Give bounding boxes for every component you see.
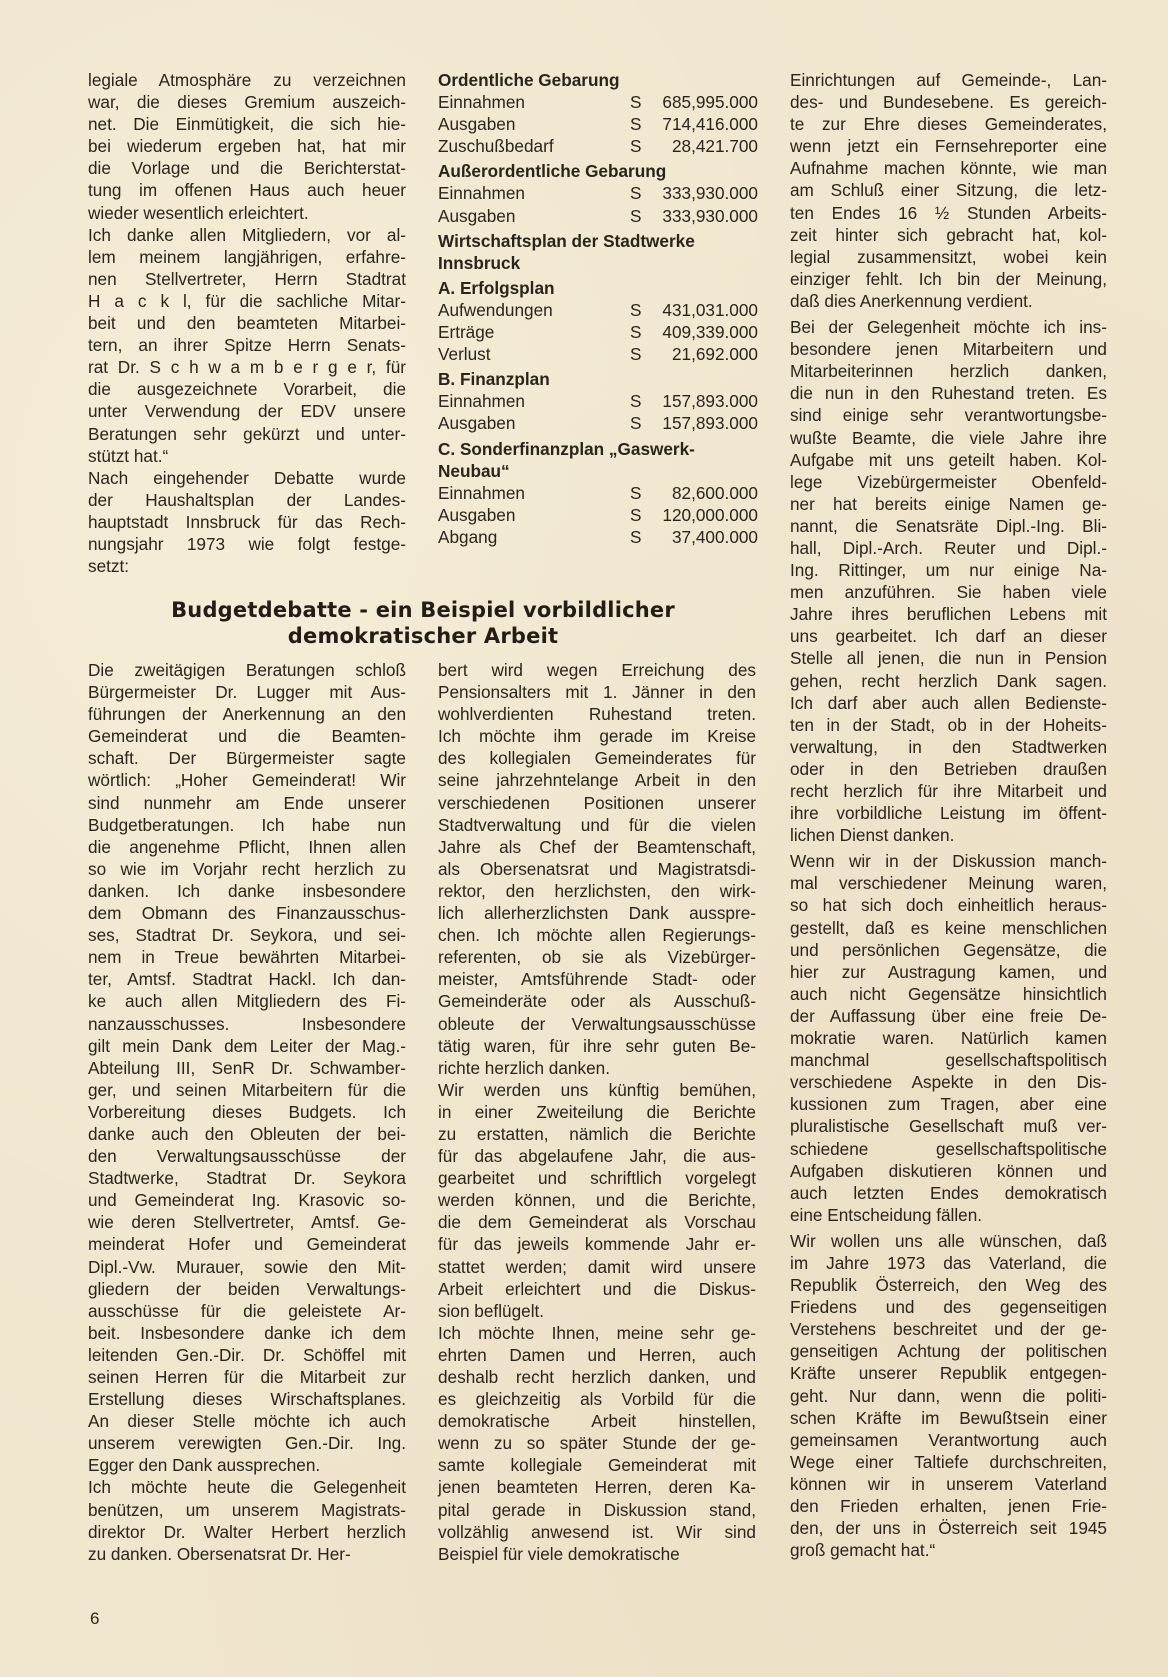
currency-symbol: S — [630, 322, 642, 343]
text-line: Egger den Dank aussprechen. — [88, 1455, 321, 1476]
budget-row — [438, 482, 758, 504]
text-line: Beispiel für viele demokratische — [438, 1543, 680, 1564]
text-line: kussionen zum Tragen, aber eine — [790, 1094, 1107, 1115]
text-line: lich allerherzlichsten Dank ausspre- — [438, 903, 756, 924]
text-line: Budgetberatungen. Ich habe nun — [88, 814, 406, 835]
section-heading-ausserordentliche: Außerordentliche Gebarung — [438, 161, 667, 182]
budget-amount — [630, 135, 758, 157]
text-line: Ing. Rittinger, um nur einige Na- — [790, 560, 1107, 581]
budget-row — [438, 412, 758, 434]
text-line: und Gemeinderat Ing. Krasovic so- — [88, 1190, 406, 1211]
text-line: rektor, den herzlichsten, den wirk- — [438, 880, 756, 901]
amount-value: 714,416.000 — [662, 114, 758, 135]
budget-amount — [630, 412, 758, 434]
text-line: Stelle all jenen, die nun in Pension — [790, 648, 1107, 669]
paragraph — [438, 659, 756, 1079]
budget-label: Abgang — [438, 526, 498, 547]
budget-label: Ausgaben — [438, 114, 516, 135]
text-line: für das abgelaufene Jahr, die aus- — [438, 1146, 756, 1167]
budget-table — [438, 69, 758, 548]
amount-value: 157,893.000 — [662, 413, 758, 434]
text-line: Vorbereitung dieses Budgets. Ich — [88, 1101, 406, 1122]
text-line: seinen Herren für die Mitarbeit zur — [88, 1367, 406, 1387]
currency-symbol: S — [630, 205, 642, 226]
text-line: Gemeinderat und die Beamten- — [88, 726, 406, 747]
text-line: gehen, recht herzlich Dank sagen. — [790, 670, 1107, 691]
budget-amount — [630, 299, 758, 321]
text-line: Ich möchte ihm gerade im Kreise — [438, 726, 756, 747]
text-line: Dipl.-Vw. Murauer, sowie den Mit- — [88, 1256, 406, 1277]
paragraph — [790, 1230, 1107, 1561]
budget-amount — [630, 504, 758, 526]
text-line: war, die dieses Gremium auszeich- — [88, 92, 406, 113]
rows-finanzplan — [438, 390, 758, 434]
budget-label: Ausgaben — [438, 413, 516, 434]
text-line: daß dies Anerkennung verdient. — [790, 290, 1033, 311]
text-line: rat Dr. S c h w a m b e r g e r, für — [88, 357, 406, 378]
text-line: Mitarbeiterinnen herzlich danken, — [790, 361, 1107, 382]
text-line: unserem verewigten Gen.-Dir. Ing. — [88, 1433, 406, 1454]
text-line: Stadtverwaltung und für die vielen — [438, 814, 756, 835]
budget-row — [438, 182, 758, 204]
text-line: Bürgermeister Dr. Lugger mit Aus- — [88, 682, 406, 703]
text-line: beit und den beamteten Mitarbei- — [88, 313, 406, 334]
text-line: meinderat Hofer und Gemeinderat — [88, 1234, 406, 1255]
text-line: nungsjahr 1973 wie folgt festge- — [88, 533, 406, 554]
amount-value: 685,995.000 — [662, 92, 758, 113]
text-line: gestellt, daß es keine menschlichen — [790, 917, 1107, 938]
text-line: deshalb recht herzlich danken, und — [438, 1367, 756, 1387]
text-line: wohlverdienten Ruhestand treten. — [438, 704, 756, 725]
budget-label: Verlust — [438, 344, 491, 365]
text-line: auch nicht Gegensätze hinsichtlich — [790, 983, 1107, 1004]
text-line: Kräfte unserer Republik entgegen- — [790, 1363, 1107, 1384]
text-line: Arbeit erleichtert und die Diskus- — [438, 1278, 756, 1299]
text-line: benützen, um unserem Magistrats- — [88, 1499, 406, 1520]
rows-erfolgsplan — [438, 299, 758, 365]
text-line: richte herzlich danken. — [438, 1057, 610, 1078]
text-line: stützt hat.“ — [88, 445, 169, 466]
budget-amount — [630, 390, 758, 412]
text-line: Nach eingehender Debatte wurde — [88, 467, 406, 488]
text-line: mokratie waren. Natürlich kamen — [790, 1028, 1107, 1049]
text-line: groß gemacht hat.“ — [790, 1540, 936, 1561]
text-line: demokratische Arbeit hinstellen, — [438, 1411, 756, 1432]
budget-label: Erträge — [438, 322, 495, 343]
text-line: chen. Ich möchte allen Regierungs- — [438, 925, 756, 946]
text-line: tung im offenen Haus auch heuer — [88, 180, 406, 201]
budget-label: Ausgaben — [438, 205, 516, 226]
text-line: tätig waren, für ihre sehr guten Be- — [438, 1035, 756, 1056]
text-line: können wir in unserem Vaterland — [790, 1473, 1107, 1494]
budget-row — [438, 135, 758, 157]
text-line: Friedens und des gegenseitigen — [790, 1297, 1107, 1318]
text-line: Aufgaben diskutieren können und — [790, 1160, 1107, 1181]
budget-amount — [630, 91, 758, 113]
text-line: Abteilung III, SenR Dr. Schwamber- — [88, 1057, 406, 1078]
budget-label: Einnahmen — [438, 92, 525, 113]
paragraph — [790, 850, 1107, 1226]
text-line: wörtlich: „Hoher Gemeinderat! Wir — [88, 770, 406, 791]
text-line: werden können, und die Berichte, — [438, 1190, 756, 1211]
headline-line-2: demokratischer Arbeit — [287, 624, 559, 648]
budget-row — [438, 504, 758, 526]
text-line: der Auffassung über eine freie De- — [790, 1005, 1107, 1026]
amount-value: 37,400.000 — [671, 526, 758, 547]
text-line: Ich darf aber auch allen Bedienste- — [790, 692, 1107, 713]
text-line: tern, an ihrer Spitze Herrn Senats- — [88, 335, 406, 356]
amount-value: 409,339.000 — [662, 322, 758, 343]
text-line: Gemeinderäte oder als Ausschuß- — [438, 991, 756, 1012]
text-line: die ausgezeichnete Vorarbeit, die — [88, 379, 406, 400]
text-line: nannt, die Senatsräte Dipl.-Ing. Bli- — [790, 515, 1107, 536]
text-line: Wir wollen uns alle wünschen, daß — [790, 1230, 1107, 1251]
currency-symbol: S — [630, 136, 642, 157]
text-line: leitenden Gen.-Dir. Dr. Schöffel mit — [88, 1344, 406, 1365]
section-heading-wirtschaftsplan: Wirtschaftsplan der Stadtwerke — [438, 230, 695, 251]
text-line: te zur Ehre dieses Gemeinderates, — [790, 114, 1107, 135]
text-line: legiale Atmosphäre zu verzeichnen — [88, 70, 406, 90]
text-line: dem Obmann des Finanzausschus- — [88, 903, 406, 924]
column-1-top — [88, 69, 406, 577]
text-line: ses, Stadtrat Dr. Seykora, und sei- — [88, 925, 406, 946]
text-line: pital gerade in Diskussion stand, — [438, 1499, 756, 1520]
text-line: net. Die Einmütigkeit, die sich hie- — [88, 114, 406, 135]
text-line: men anzuführen. Sie haben viele — [790, 582, 1107, 603]
text-line: oder in den Betrieben draußen — [790, 758, 1107, 779]
text-line: schen Kräfte im Bewußtsein einer — [790, 1407, 1107, 1428]
text-line: geht. Nur dann, wenn die politi- — [790, 1385, 1107, 1406]
headline-line-1: Budgetdebatte - ein Beispiel vorbildlicher — [171, 598, 675, 622]
text-line: des kollegialen Gemeinderates für — [438, 748, 756, 769]
text-line: ger, und seinen Mitarbeitern für die — [88, 1079, 406, 1100]
budget-row — [438, 343, 758, 365]
column-1-bottom — [88, 659, 406, 1565]
currency-symbol: S — [630, 391, 642, 412]
paragraph — [88, 659, 406, 1476]
text-line: gilt mein Dank dem Leiter der Mag.- — [88, 1035, 406, 1056]
text-line: vollzählig anwesend ist. Wir sind — [438, 1521, 756, 1542]
text-line: manchmal gesellschaftspolitisch — [790, 1050, 1107, 1071]
text-line: beit. Insbesondere danke ich dem — [88, 1322, 406, 1343]
text-line: es gleichzeitig als Vorbild für die — [438, 1389, 756, 1410]
text-line: ten Endes 16 ½ Stunden Arbeits- — [790, 202, 1107, 223]
budget-amount — [630, 343, 758, 365]
text-line: verwaltung, in den Stadtwerken — [790, 736, 1107, 757]
rows-ausserordentliche — [438, 182, 758, 226]
text-line: und persönlichen Gegensätze, die — [790, 939, 1107, 960]
text-line: als Obersenatsrat und Magistratsdi- — [438, 858, 756, 879]
text-line: führungen der Anerkennung an den — [88, 704, 406, 725]
text-line: der Haushaltsplan der Landes- — [88, 489, 406, 510]
text-line: verschiedenen Positionen unserer — [438, 792, 756, 813]
budget-label: Aufwendungen — [438, 299, 553, 320]
text-line: des- und Bundesebene. Es gereich- — [790, 92, 1107, 113]
text-line: Einrichtungen auf Gemeinde-, Lan- — [790, 70, 1107, 90]
text-line: bert wird wegen Erreichung des — [438, 660, 756, 680]
budget-amount — [630, 526, 758, 548]
page-number: 6 — [90, 1609, 100, 1628]
text-line: ter, Amtsf. Stadtrat Hackl. Ich dan- — [88, 969, 406, 990]
currency-symbol: S — [630, 504, 642, 525]
paragraph — [88, 1476, 406, 1564]
text-line: obleute der Verwaltungsausschüsse — [438, 1013, 756, 1034]
text-line: hier zur Austragung kamen, und — [790, 961, 1107, 982]
text-line: unter Verwendung der EDV unsere — [88, 401, 406, 422]
article-headline — [88, 597, 758, 649]
text-line: in einer Zweiteilung die Berichte — [438, 1101, 756, 1122]
text-line: hall, Dipl.-Arch. Reuter und Dipl.- — [790, 537, 1107, 558]
currency-symbol: S — [630, 114, 642, 135]
text-line: besondere jenen Mitarbeitern und — [790, 339, 1107, 360]
text-line: Verstehens beschreitet und der ge- — [790, 1319, 1107, 1340]
text-line: schiedene gesellschaftspolitische — [790, 1138, 1107, 1159]
text-line: zu erstatten, nämlich die Berichte — [438, 1123, 756, 1144]
text-line: seine jahrzehntelange Arbeit in den — [438, 770, 756, 791]
budget-row — [438, 205, 758, 227]
text-line: lem meinem langjährigen, erfahre- — [88, 246, 406, 267]
text-line: auch letzten Endes demokratisch — [790, 1182, 1107, 1203]
currency-symbol: S — [630, 344, 642, 365]
section-heading-finanzplan: B. Finanzplan — [438, 369, 550, 390]
text-line: hauptstadt Innsbruck für das Rech- — [88, 511, 406, 532]
text-line: ner hat bereits einige Namen ge- — [790, 493, 1107, 514]
budget-label: Einnahmen — [438, 482, 525, 503]
text-line: den Verwaltungsausschüsse der — [88, 1146, 406, 1167]
text-line: danke auch den Obleuten der bei- — [88, 1123, 406, 1144]
text-line: bei wiederum ergeben hat, hat mir — [88, 136, 406, 157]
text-line: den Frieden erhalten, jenen Frie- — [790, 1496, 1107, 1516]
text-line: samte kollegiale Gemeinderat mit — [438, 1455, 756, 1476]
amount-value: 120,000.000 — [662, 504, 758, 525]
paragraph — [88, 224, 406, 467]
amount-value: 21,692.000 — [671, 344, 758, 365]
text-line: wieder wesentlich erleichtert. — [88, 202, 309, 223]
currency-symbol: S — [630, 299, 642, 320]
text-line: jenen beamteten Herren, deren Ka- — [438, 1477, 756, 1498]
text-line: Stadtwerke, Stadtrat Dr. Seykora — [88, 1168, 406, 1189]
text-line: Republik Österreich, den Weg des — [790, 1275, 1107, 1296]
amount-value: 333,930.000 — [662, 183, 758, 204]
text-line: direktor Dr. Walter Herbert herzlich — [88, 1521, 406, 1542]
amount-value: 431,031.000 — [662, 299, 758, 320]
text-line: für das jeweils kommende Jahr er- — [438, 1234, 756, 1255]
text-line: gliedern der beiden Verwaltungs- — [88, 1278, 406, 1299]
column-3 — [790, 69, 1107, 1561]
rows-sonderfinanzplan — [438, 482, 758, 548]
amount-value: 157,893.000 — [662, 391, 758, 412]
text-line: ke auch allen Mitgliedern des Fi- — [88, 991, 406, 1012]
currency-symbol: S — [630, 526, 642, 547]
column-2-bottom — [438, 659, 756, 1565]
budget-row — [438, 321, 758, 343]
text-line: Ich danke allen Mitgliedern, vor al- — [88, 224, 406, 245]
text-line: Jahre ihres beruflichen Lebens mit — [790, 604, 1107, 625]
text-line: Ich möchte Ihnen, meine sehr ge- — [438, 1322, 756, 1343]
text-line: sion beflügelt. — [438, 1300, 545, 1321]
budget-amount — [630, 482, 758, 504]
text-line: sind nunmehr am Ende unserer — [88, 792, 406, 813]
currency-symbol: S — [630, 183, 642, 204]
text-line: so wie im Vorjahr recht herzlich zu — [88, 858, 406, 879]
text-line: schaft. Der Bürgermeister sagte — [88, 748, 406, 769]
text-line: Aufgabe mit uns geteilt haben. Kol- — [790, 449, 1107, 470]
text-line: meister, Amtsführende Stadt- oder — [438, 969, 756, 990]
text-line: ausschüsse für die geleistete Ar- — [88, 1300, 406, 1321]
budget-amount — [630, 113, 758, 135]
paragraph — [88, 467, 406, 577]
section-heading-sonderfinanzplan-line2: Neubau“ — [438, 460, 510, 481]
text-line: sind einige sehr verantwortungsbe- — [790, 405, 1107, 426]
text-line: ihre vorbildliche Leistung im öffent- — [790, 803, 1107, 824]
section-heading-erfolgsplan: A. Erfolgsplan — [438, 277, 555, 298]
text-line: Ich möchte heute die Gelegenheit — [88, 1477, 406, 1498]
text-line: wenn jetzt ein Fernsehreporter eine — [790, 136, 1107, 157]
text-line: mal verschiedener Meinung waren, — [790, 873, 1107, 894]
section-heading-wirtschaftsplan-line2: Innsbruck — [438, 252, 521, 273]
text-line: die Vorlage und die Berichterstat- — [88, 158, 406, 179]
paragraph — [790, 69, 1107, 312]
text-line: die angenehme Pflicht, Ihnen allen — [88, 836, 406, 857]
text-line: referenten, ob sie als Vizebürger- — [438, 947, 756, 968]
budget-row — [438, 526, 758, 548]
text-line: Wir werden uns künftig bemühen, — [438, 1079, 756, 1100]
text-line: im Jahre 1973 das Vaterland, die — [790, 1252, 1107, 1273]
text-line: den, der uns in Österreich seit 1945 — [790, 1518, 1107, 1539]
text-line: An dieser Stelle möchte ich auch — [88, 1411, 406, 1432]
budget-row — [438, 390, 758, 412]
text-line: die nun in den Ruhestand treten. Es — [790, 383, 1107, 404]
amount-value: 82,600.000 — [671, 482, 758, 503]
amount-value: 333,930.000 — [662, 205, 758, 226]
text-line: nen Stellvertreter, Herrn Stadtrat — [88, 268, 406, 289]
amount-value: 28,421.700 — [671, 136, 758, 157]
budget-amount — [630, 182, 758, 204]
budget-label: Ausgaben — [438, 504, 516, 525]
budget-label: Einnahmen — [438, 183, 525, 204]
text-line: Beratungen sehr gekürzt und unter- — [88, 423, 406, 444]
currency-symbol: S — [630, 482, 642, 503]
budget-label: Einnahmen — [438, 391, 525, 412]
text-line: genseitigen Achtung der politischen — [790, 1341, 1107, 1362]
text-line: Wenn wir in der Diskussion manch- — [790, 851, 1107, 872]
text-line: zeit hinter sich gebracht hat, kol- — [790, 224, 1107, 245]
text-line: wußte Beamte, die viele Jahre ihre — [790, 427, 1107, 448]
text-line: uns gearbeitet. Ich darf an dieser — [790, 626, 1107, 647]
text-line: setzt: — [88, 556, 130, 577]
paragraph — [790, 316, 1107, 846]
text-line: ehrten Damen und Herren, auch — [438, 1344, 756, 1365]
text-line: Erstellung dieses Wirschaftsplanes. — [88, 1389, 406, 1410]
budget-amount — [630, 321, 758, 343]
text-line: gemeinsamen Verantwortung auch — [790, 1429, 1107, 1450]
text-line: danken. Ich danke insbesondere — [88, 880, 406, 901]
text-line: am Schluß einer Sitzung, die letz- — [790, 180, 1107, 201]
section-heading-sonderfinanzplan: C. Sonderfinanzplan „Gaswerk- — [438, 438, 695, 459]
text-line: nem in Treue bewährten Mitarbei- — [88, 947, 406, 968]
text-line: Pensionsalters mit 1. Jänner in den — [438, 682, 756, 703]
budget-row — [438, 91, 758, 113]
budget-amount — [630, 205, 758, 227]
text-line: eine Entscheidung fällen. — [790, 1204, 983, 1225]
text-line: legial zusammensitzt, wobei kein — [790, 246, 1107, 267]
text-line: einziger fehlt. Ich bin der Meinung, — [790, 268, 1107, 289]
text-line: die dem Gemeinderat als Vorschau — [438, 1212, 756, 1233]
text-line: gearbeitet und schriftlich vorgelegt — [438, 1168, 756, 1189]
text-line: verschiedene Aspekte in den Dis- — [790, 1072, 1107, 1093]
text-line: zu danken. Obersenatsrat Dr. Her- — [88, 1543, 351, 1564]
budget-label: Zuschußbedarf — [438, 136, 554, 157]
text-line: wie deren Stellvertreter, Amtsf. Ge- — [88, 1212, 406, 1233]
budget-row — [438, 113, 758, 135]
currency-symbol: S — [630, 92, 642, 113]
budget-row — [438, 299, 758, 321]
text-line: Bei der Gelegenheit möchte ich ins- — [790, 317, 1107, 338]
text-line: ten in der Stadt, ob in der Hoheits- — [790, 714, 1107, 735]
text-line: recht herzlich für ihre Mitarbeit und — [790, 781, 1107, 801]
text-line: so hat sich doch einheitlich heraus- — [790, 895, 1107, 916]
text-line: lege Vizebürgermeister Obenfeld- — [790, 471, 1107, 492]
paragraph — [88, 69, 406, 224]
text-line: Die zweitägigen Beratungen schloß — [88, 660, 406, 680]
text-line: Jahre als Chef der Beamtenschaft, — [438, 836, 756, 857]
section-heading-ordentliche: Ordentliche Gebarung — [438, 70, 620, 90]
text-line: Wege einer Taltiefe durchschreiten, — [790, 1451, 1107, 1472]
text-line: lichen Dienst danken. — [790, 825, 955, 846]
text-line: pluralistische Gesellschaft muß ver- — [790, 1116, 1107, 1137]
text-line: Aufnahme machen könnte, wie man — [790, 158, 1107, 179]
text-line: stattet werden; damit wird unsere — [438, 1256, 756, 1277]
text-line: nanzausschusses. Insbesondere — [88, 1013, 406, 1034]
currency-symbol: S — [630, 413, 642, 434]
text-line: wenn zu so später Stunde der ge- — [438, 1433, 756, 1454]
paragraph — [438, 1079, 756, 1322]
text-line: H a c k l, für die sachliche Mitar- — [88, 290, 406, 311]
rows-ordentliche — [438, 91, 758, 157]
paragraph — [438, 1322, 756, 1565]
